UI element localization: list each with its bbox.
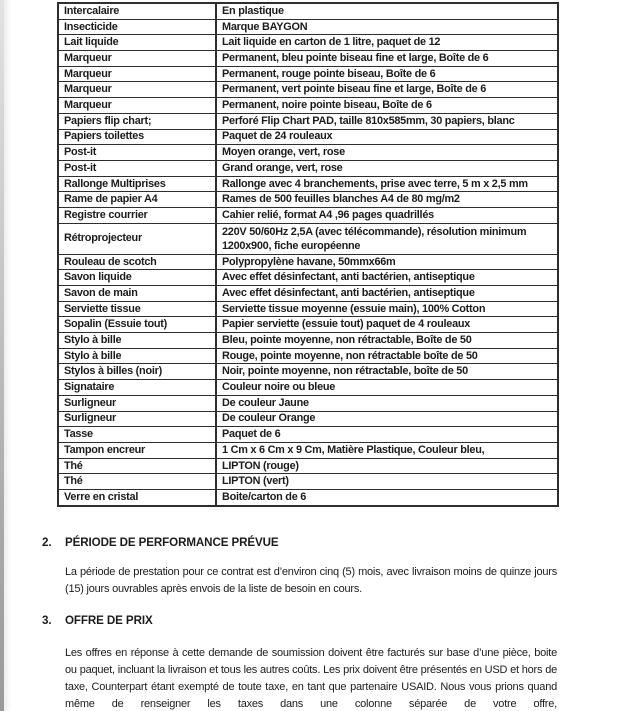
table-row <box>58 176 558 192</box>
table-row <box>58 411 558 427</box>
item-description-cell: Rames de 500 feuilles blanches A4 de 80 mg/m2 <box>216 192 558 208</box>
table-row <box>58 333 558 349</box>
table-row <box>58 395 558 411</box>
item-description-cell: 220V 50/60Hz 2,5A (avec télécommande), résolution minimum 1200x900, fiche européenne <box>216 223 558 254</box>
item-description-cell: Couleur noire ou bleue <box>216 380 558 396</box>
table-row <box>58 82 558 98</box>
item-name-cell: Registre courrier <box>58 207 216 223</box>
table-row <box>58 35 558 51</box>
item-name-cell: Lait liquide <box>58 35 216 51</box>
item-description-cell: Boite/carton de 6 <box>216 489 558 505</box>
item-description-cell: 1 Cm x 6 Cm x 9 Cm, Matière Plastique, Couleur bleu, <box>216 442 558 458</box>
item-description-cell: Perforé Flip Chart PAD, taille 810x585mm, 30 papiers, blanc <box>216 113 558 129</box>
item-name-cell: Savon liquide <box>58 270 216 286</box>
item-name-cell: Savon de main <box>58 286 216 302</box>
table-row <box>58 442 558 458</box>
table-row <box>58 364 558 380</box>
item-description-cell: Grand orange, vert, rose <box>216 160 558 176</box>
table-row <box>58 317 558 333</box>
item-name-cell: Marqueur <box>58 51 216 67</box>
table-row <box>58 113 558 129</box>
table-row <box>58 427 558 443</box>
section-paragraph-periode: La période de prestation pour ce contrat est d’environ cinq (5) mois, avec livraison moins de quinze jours (15) jours ouvrables après envois de la liste de besoin en cours. <box>65 566 557 595</box>
supplies-table <box>57 2 559 507</box>
table-row <box>58 348 558 364</box>
supplies-table-body <box>58 3 558 506</box>
item-description-cell: Bleu, pointe moyenne, non rétractable, Boîte de 50 <box>216 333 558 349</box>
item-name-cell: Stylo à bille <box>58 348 216 364</box>
table-row <box>58 19 558 35</box>
item-description-cell: Rouge, pointe moyenne, non rétractable boîte de 50 <box>216 348 558 364</box>
table-row <box>58 98 558 114</box>
item-description-cell: Permanent, bleu pointe biseau fine et large, Boîte de 6 <box>216 51 558 67</box>
table-row <box>58 380 558 396</box>
section-number: 3. <box>42 614 52 627</box>
table-row <box>58 458 558 474</box>
item-name-cell: Sopalin (Essuie tout) <box>58 317 216 333</box>
section-paragraph-offre: Les offres en réponse à cette demande de soumission doivent être facturés sur base d’une pièce, boite ou paquet, incluant la livraison et tous les autres coûts. Les prix doivent être présentés en USD et hors de taxe, Counterpart étant exempté de toute taxe, en tant que partenaire USAID. Nous vous prions quand même de renseigner les taxes dans une colonne séparée de votre offre, <box>65 647 557 710</box>
item-name-cell: Rouleau de scotch <box>58 254 216 270</box>
item-description-cell: Permanent, noire pointe biseau, Boîte de 6 <box>216 98 558 114</box>
table-row <box>58 145 558 161</box>
item-name-cell: Marqueur <box>58 98 216 114</box>
item-name-cell: Post-it <box>58 160 216 176</box>
item-name-cell: Insecticide <box>58 19 216 35</box>
item-name-cell: Surligneur <box>58 411 216 427</box>
item-name-cell: Intercalaire <box>58 3 216 19</box>
table-row <box>58 3 558 19</box>
item-description-cell: Rallonge avec 4 branchements, prise avec terre, 5 m x 2,5 mm <box>216 176 558 192</box>
item-description-cell: LIPTON (vert) <box>216 474 558 490</box>
item-name-cell: Verre en cristal <box>58 489 216 505</box>
item-name-cell: Stylo à bille <box>58 333 216 349</box>
scan-edge-fade <box>4 0 12 711</box>
item-description-cell: Avec effet désinfectant, anti bactérien, antiseptique <box>216 286 558 302</box>
item-description-cell: Paquet de 6 <box>216 427 558 443</box>
item-description-cell: Polypropylène havane, 50mmx66m <box>216 254 558 270</box>
item-description-cell: Avec effet désinfectant, anti bactérien, antiseptique <box>216 270 558 286</box>
table-row <box>58 270 558 286</box>
item-name-cell: Tasse <box>58 427 216 443</box>
item-description-cell: De couleur Jaune <box>216 395 558 411</box>
item-description-cell: Permanent, rouge pointe biseau, Boîte de 6 <box>216 66 558 82</box>
item-description-cell: LIPTON (rouge) <box>216 458 558 474</box>
item-description-cell: Papier serviette (essuie tout) paquet de 4 rouleaux <box>216 317 558 333</box>
item-name-cell: Stylos à billes (noir) <box>58 364 216 380</box>
item-name-cell: Rame de papier A4 <box>58 192 216 208</box>
item-name-cell: Papiers flip chart; <box>58 113 216 129</box>
section-title: PÉRIODE DE PERFORMANCE PRÉVUE <box>65 536 279 549</box>
item-name-cell: Surligneur <box>58 395 216 411</box>
item-description-cell: Moyen orange, vert, rose <box>216 145 558 161</box>
section-heading-offre <box>42 614 153 627</box>
table-row <box>58 129 558 145</box>
table-row <box>58 489 558 505</box>
item-description-cell: Serviette tissue moyenne (essuie main), 100% Cotton <box>216 301 558 317</box>
item-name-cell: Papiers toilettes <box>58 129 216 145</box>
item-description-cell: En plastique <box>216 3 558 19</box>
table-row <box>58 207 558 223</box>
table-row <box>58 160 558 176</box>
table-row <box>58 301 558 317</box>
item-name-cell: Marqueur <box>58 66 216 82</box>
table-row <box>58 192 558 208</box>
table-row <box>58 286 558 302</box>
item-description-cell: Permanent, vert pointe biseau fine et large, Boîte de 6 <box>216 82 558 98</box>
table-row <box>58 51 558 67</box>
table-row <box>58 223 558 254</box>
section-title: OFFRE DE PRIX <box>65 614 153 627</box>
item-name-cell: Thé <box>58 458 216 474</box>
table-row <box>58 474 558 490</box>
item-description-cell: Paquet de 24 rouleaux <box>216 129 558 145</box>
item-name-cell: Tampon encreur <box>58 442 216 458</box>
item-description-cell: Lait liquide en carton de 1 litre, paquet de 12 <box>216 35 558 51</box>
item-name-cell: Thé <box>58 474 216 490</box>
item-name-cell: Post-it <box>58 145 216 161</box>
table-row <box>58 66 558 82</box>
item-description-cell: De couleur Orange <box>216 411 558 427</box>
item-name-cell: Rallonge Multiprises <box>58 176 216 192</box>
item-name-cell: Rétroprojecteur <box>58 223 216 254</box>
table-row <box>58 254 558 270</box>
item-description-cell: Noir, pointe moyenne, non rétractable, boîte de 50 <box>216 364 558 380</box>
item-name-cell: Marqueur <box>58 82 216 98</box>
item-description-cell: Marque BAYGON <box>216 19 558 35</box>
section-number: 2. <box>42 536 52 549</box>
section-heading-periode <box>42 536 279 549</box>
item-name-cell: Serviette tissue <box>58 301 216 317</box>
item-description-cell: Cahier relié, format A4 ,96 pages quadrillés <box>216 207 558 223</box>
item-name-cell: Signataire <box>58 380 216 396</box>
